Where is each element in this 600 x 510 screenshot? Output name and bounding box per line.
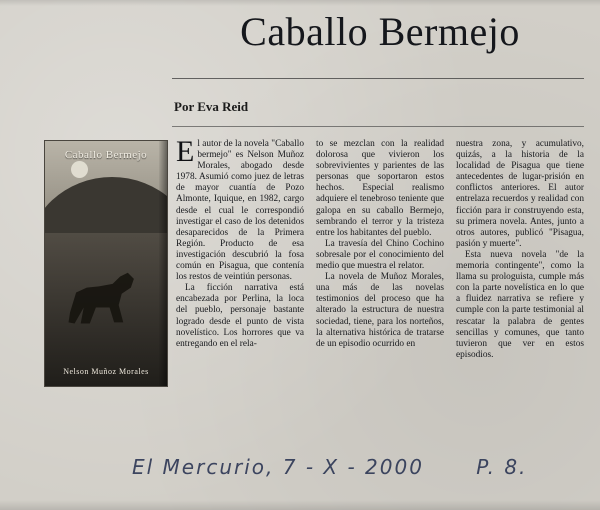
article-masthead	[170, 8, 590, 55]
paragraph: nuestra zona, y acumulativo, quizás, a la historia de la localidad de Pisagua que tiene antecedentes de lugar-prisión en conflictos anteriores. El autor entrelaza recuerdos y realidad con ficción para ir construyendo esta, su primera novela. Antes, junto a otros autores, publicó "Pisagua, pasión y muerte".	[456, 139, 584, 249]
masthead-rule	[172, 78, 584, 79]
scan-edge-top	[0, 0, 600, 6]
article-byline: Por Eva Reid	[174, 99, 249, 114]
paragraph-text: l autor de la novela "Caballo bermejo" es Nelson Muñoz Morales, abogado desde 1978. Asumió como juez de letras de mayor cuantía de Pozo Almonte, Iquique, en 1982, cargo desde el cual le correspondió investigar el caso de los detenidos desaparecidos de la Primera Región. Producto de esa investigación descubrió la fosa común en Pisagua, que contenía los restos de veintiún personas.	[176, 139, 304, 283]
article-column-1	[176, 135, 304, 449]
paragraph: Esta nueva novela "de la memoria contingente", como la llama su prologuista, cumple más con la parte novelística en lo que a fluidez narrativa se refiere y cumple con la parte testimonial al rescatar la palabra de gentes sencillas y comunes, que tanto tuvieron que ver en estos episodios.	[456, 249, 584, 360]
cover-spine	[159, 141, 167, 386]
article-column-3	[456, 139, 584, 449]
book-cover-image	[44, 140, 168, 387]
cover-author: Nelson Muñoz Morales	[63, 367, 149, 376]
paragraph: to se mezclan con la realidad dolorosa que vivieron los sobrevivientes y parientes de las personas que soportaron estos hechos. Especial realismo adquiere el tenebroso teniente que galopa en su caballo Bermejo, sembrando el terror y la tristeza entre los habitantes del pueblo.	[316, 139, 444, 238]
article-column-2	[316, 139, 444, 449]
cover-field	[45, 233, 167, 386]
byline-rule	[172, 126, 584, 127]
paragraph	[176, 135, 304, 283]
drop-cap: E	[176, 135, 195, 168]
source-text: El Mercurio, 7 - X - 2000	[132, 455, 424, 479]
scan-edge-bottom	[0, 500, 600, 510]
page-title: Caballo Bermejo	[240, 9, 520, 54]
cover-sun	[71, 161, 88, 178]
cover-title: Caballo Bermejo	[64, 149, 148, 161]
paragraph: La novela de Muñoz Morales, una más de las novelas testimonios del proceso que ha alterado la estructura de nuestra sociedad, tiene, para los norteños, la alternativa histórica de tratarse de un episodio ocurrido en	[316, 272, 444, 349]
source-note-handwritten	[132, 455, 527, 479]
article-body	[176, 135, 586, 449]
page-number-text: P. 8.	[476, 455, 528, 479]
paragraph: La ficción narrativa está encabezada por Perlina, la loca del pueblo, personaje bastante logrado desde el punto de vista novelístico. Los horrores que va entregando en el rela-	[176, 283, 304, 349]
paragraph: La travesía del Chino Cochino sobresale por el conocimiento del medio que muestra el relator.	[316, 238, 444, 272]
